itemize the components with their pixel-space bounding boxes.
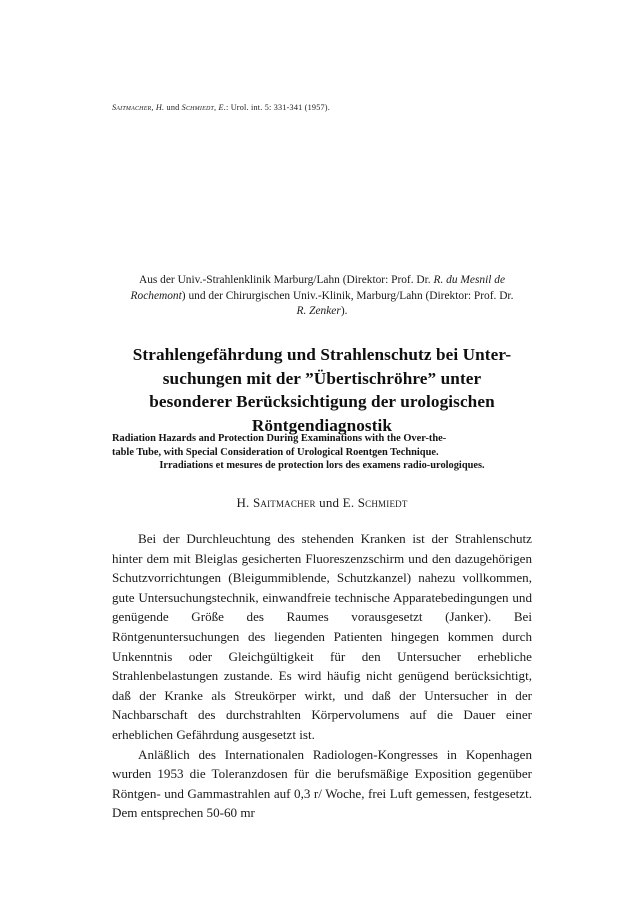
affiliation-line-2: [112, 289, 532, 305]
citation-connector: und: [164, 103, 182, 112]
title-line-2: suchungen mit der ”Übertischröhre” unter: [162, 368, 482, 388]
affiliation-line-1-italic: R. du Mesnil de: [433, 274, 506, 286]
citation-author-2: Schmiedt, E.: [181, 103, 226, 112]
title-line-1: Strahlengefährdung und Strahlenschutz bei Unter-: [132, 345, 512, 364]
body-text: [112, 529, 532, 823]
translated-subtitles: [112, 432, 532, 473]
title-line-3: besonderer Berücksichtigung der urologischen: [149, 392, 495, 411]
title-line-4: Röntgendiagnostik: [251, 415, 393, 435]
citation-line: [112, 103, 542, 112]
affiliation-line-1-pre: Aus der Univ.-Strahlenklinik Marburg/Lahn (Direktor: Prof. Dr.: [138, 274, 434, 286]
affiliation-line-3-italic: R. Zenker: [296, 305, 341, 317]
subtitle-english-line-2: table Tube, with Special Consideration of Urological Roentgen Technique.: [112, 446, 439, 458]
subtitle-english-line-1: Radiation Hazards and Protection During Examinations with the Over-the-: [112, 433, 447, 444]
citation-author-1: Saitmacher, H.: [112, 103, 165, 112]
affiliation-line-3-post: ).: [340, 305, 348, 317]
subtitle-french: Irradiations et mesures de protection lors des examens radio-urologiques.: [159, 460, 485, 472]
author-connector: und: [315, 495, 343, 510]
affiliation-line-3: [112, 304, 532, 320]
paragraph-1: Bei der Durchleuchtung des stehenden Kranken ist der Strahlenschutz hinter dem mit Bleiglas gesicherten Fluoreszenzschirm und den dazugehörigen Schutzvorrichtungen (Bleigummiblende, Schutzkanzel) nahezu vollkommen, gute Untersuchungstechnik, einwandfreie technische Apparatebedingungen und genügende Größe des Raumes vorausgesetzt (Janker). Bei Röntgenuntersuchungen des liegenden Patienten hingegen kommen durch Unkenntnis oder Gleichgültigkeit für den Untersucher erhebliche Strahlenbelastungen zustande. Es wird häufig nicht genügend berücksichtigt, daß der Kranke als Streukörper wirkt, und daß der Untersucher in der Nachbarschaft des durchstrahlten Körpervolumens auf die Dauer einer erheblichen Gefährdung ausgesetzt ist.: [112, 531, 532, 742]
affiliation-line-2-post: ) und der Chirurgischen Univ.-Klinik, Marburg/Lahn (Direktor: Prof. Dr.: [181, 289, 514, 302]
affiliation-line-2-italic: Rochemont: [130, 289, 182, 302]
citation-reference: : Urol. int. 5: 331-341 (1957).: [225, 103, 330, 112]
paragraph-2: Anläßlich des Internationalen Radiologen-Kongresses in Kopenhagen wurden 1953 die Toleranzdosen für die berufsmäßige Exposition gegenüber Röntgen- und Gammastrahlen auf 0,3 r/ Woche, frei Luft gemessen, festgesetzt. Dem entsprechen 50-60 mr: [112, 746, 532, 821]
page-title: [112, 343, 532, 437]
author-name-1: H. Saitmacher: [236, 495, 316, 510]
author-byline: [112, 495, 532, 511]
author-name-2: E. Schmiedt: [342, 495, 408, 510]
affiliation-block: [112, 273, 532, 320]
